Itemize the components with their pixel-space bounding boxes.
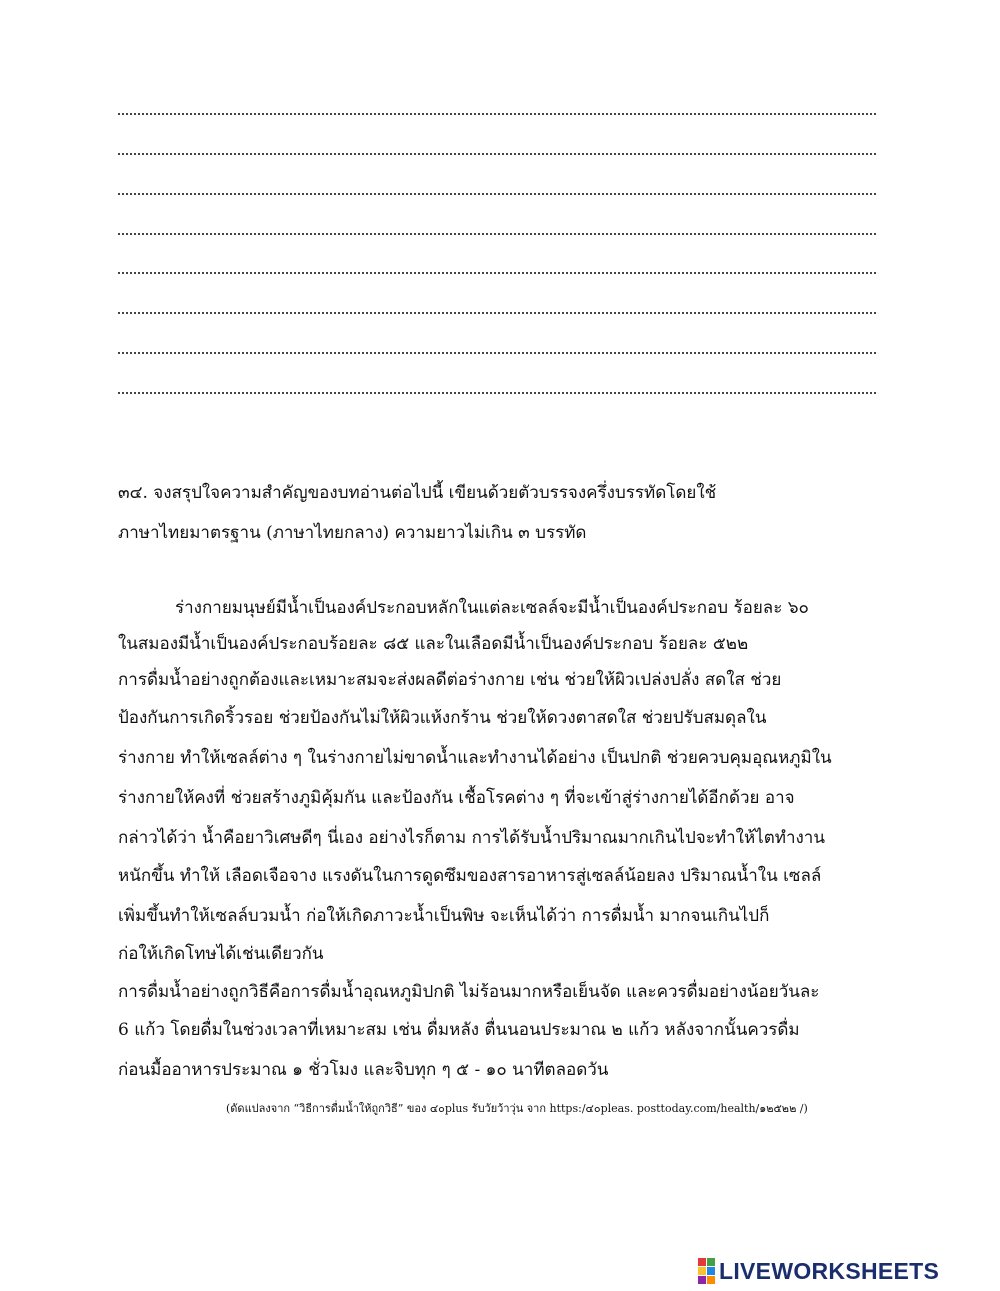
- logo-block: [698, 1267, 706, 1275]
- passage-line: การดื่มน้ำอย่างถูกต้องและเหมาะสมจะส่งผลดีต่อร่างกาย เช่น ช่วยให้ผิวเปล่งปลั่ง สดใส ช่วย: [118, 670, 782, 690]
- answer-line[interactable]: [118, 352, 876, 354]
- liveworksheets-logo[interactable]: [698, 1258, 939, 1284]
- answer-line[interactable]: [118, 193, 876, 195]
- source-citation: (ดัดแปลงจาก “วิธีการดื่มน้ำให้ถูกวิธี” ของ ๔๐plus รับวัยว้าวุ่น จาก https:/๔๐pleas. posttoday.com/health/๑๒๕๒๒ /): [226, 1102, 808, 1115]
- passage-line: เพิ่มขึ้นทำให้เซลล์บวมน้ำ ก่อให้เกิดภาวะน้ำเป็นพิษ จะเห็นได้ว่า การดื่มน้ำ มากจนเกินไปก็: [118, 906, 770, 926]
- answer-line[interactable]: [118, 233, 876, 235]
- logo-block: [707, 1267, 715, 1275]
- logo-text: LIVEWORKSHEETS: [719, 1257, 940, 1284]
- logo-blocks-icon: [698, 1258, 715, 1284]
- question-line-2: ภาษาไทยมาตรฐาน (ภาษาไทยกลาง) ความยาวไม่เกิน ๓ บรรทัด: [118, 523, 587, 543]
- passage-line: ร่างกายให้คงที่ ช่วยสร้างภูมิคุ้มกัน และป้องกัน เชื้อโรคต่าง ๆ ที่จะเข้าสู่ร่างกายได้อีกด้วย อาจ: [118, 788, 795, 808]
- logo-block: [698, 1276, 706, 1284]
- passage-line: กล่าวได้ว่า น้ำคือยาวิเศษดีๆ นี่เอง อย่างไรก็ตาม การได้รับน้ำปริมาณมากเกินไปจะทำให้ไตทำงาน: [118, 828, 825, 848]
- answer-line[interactable]: [118, 153, 876, 155]
- passage-line: หนักขึ้น ทำให้ เลือดเจือจาง แรงดันในการดูดซึมของสารอาหารสู่เซลล์น้อยลง ปริมาณน้ำใน เซลล์: [118, 866, 822, 886]
- passage-line: ร่างกายมนุษย์มีน้ำเป็นองค์ประกอบหลักในแต่ละเซลล์จะมีน้ำเป็นองค์ประกอบ ร้อยละ ๖๐: [175, 598, 809, 618]
- answer-line[interactable]: [118, 392, 876, 394]
- answer-line[interactable]: [118, 272, 876, 274]
- passage-line: ก่อนมื้ออาหารประมาณ ๑ ชั่วโมง และจิบทุก ๆ ๕ - ๑๐ นาทีตลอดวัน: [118, 1060, 609, 1080]
- passage-line: ในสมองมีน้ำเป็นองค์ประกอบร้อยละ ๘๕ และในเลือดมีน้ำเป็นองค์ประกอบ ร้อยละ ๕๒๒: [118, 634, 749, 654]
- answer-line[interactable]: [118, 312, 876, 314]
- logo-block: [707, 1276, 715, 1284]
- passage-line: 6 แก้ว โดยดื่มในช่วงเวลาที่เหมาะสม เช่น ดื่มหลัง ตื่นนอนประมาณ ๒ แก้ว หลังจากนั้นควรดื่ม: [118, 1020, 800, 1040]
- passage-line: ป้องกันการเกิดริ้วรอย ช่วยป้องกันไม่ให้ผิวแห้งกร้าน ช่วยให้ดวงตาสดใส ช่วยปรับสมดุลใน: [118, 708, 767, 728]
- passage-line: ร่างกาย ทำให้เซลล์ต่าง ๆ ในร่างกายไม่ขาดน้ำและทำงานได้อย่าง เป็นปกติ ช่วยควบคุมอุณหภูมิใน: [118, 748, 832, 768]
- logo-block: [698, 1258, 706, 1266]
- answer-line[interactable]: [118, 113, 876, 115]
- question-line-1: ๓๔. จงสรุปใจความสำคัญของบทอ่านต่อไปนี้ เขียนด้วยตัวบรรจงครึ่งบรรทัดโดยใช้: [118, 483, 717, 503]
- passage-line: การดื่มน้ำอย่างถูกวิธีคือการดื่มน้ำอุณหภูมิปกติ ไม่ร้อนมากหรือเย็นจัด และควรดื่มอย่างน้อยวันละ: [118, 982, 820, 1002]
- passage-line: ก่อให้เกิดโทษได้เช่นเดียวกัน: [118, 944, 324, 964]
- logo-block: [707, 1258, 715, 1266]
